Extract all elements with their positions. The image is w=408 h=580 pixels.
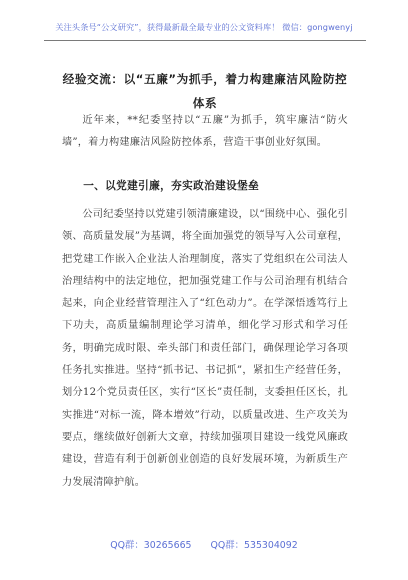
footer-qq-group-1: QQ群：30265665 [110, 540, 192, 551]
footer-qq-group-2: QQ群：535304092 [210, 540, 298, 551]
footer-contact [0, 537, 408, 551]
section-body-paragraph: 公司纪委坚持以党建引领清廉建设，以“围绕中心、强化引领、高质量发展”为基调，将全面加强党的领导写入公司章程，把党建工作嵌入企业法人治理制度，落实了党组织在公司法人治理结构中的法定地位，把加强党建工作与公司治理有机结合起来，向企业经营管理注入了“红色动力”。在学深悟透笃行上下功夫，高质量编制理论学习清单，细化学习形式和学习任务，明确完成时限、牵头部门和责任部门，确保理论学习各项任务扎实推进。坚持“抓书记、书记抓”，紧扣生产经营任务，划分12个党员责任区，实行“区长”责任制，支委担任区长，扎实推进“对标一流，降本增效”行动，以质量改进、生产攻关为要点，继续做好创新大文章，持续加强项目建设一线党风廉政建设，营造有利于创新创业创造的良好发展环境，为新质生产力发展清障护航。 [62, 209, 348, 488]
document-title: 经验交流：以“五廉”为抓手，着力构建廉洁风险防控体系 [62, 72, 348, 110]
header-promo-note: 关注头条号“公文研究”，获得最新最全最专业的公文资料库！ 微信：gongwenyj [55, 22, 353, 32]
header-divider [44, 40, 366, 41]
section-heading: 一、以党建引廉，夯实政治建设堡垒 [83, 180, 260, 192]
intro-paragraph: 近年来，**纪委坚持以“五廉”为抓手，筑牢廉洁“防火墙”，着力构建廉洁风险防控体系，营造干事创业好氛围。 [62, 115, 348, 149]
